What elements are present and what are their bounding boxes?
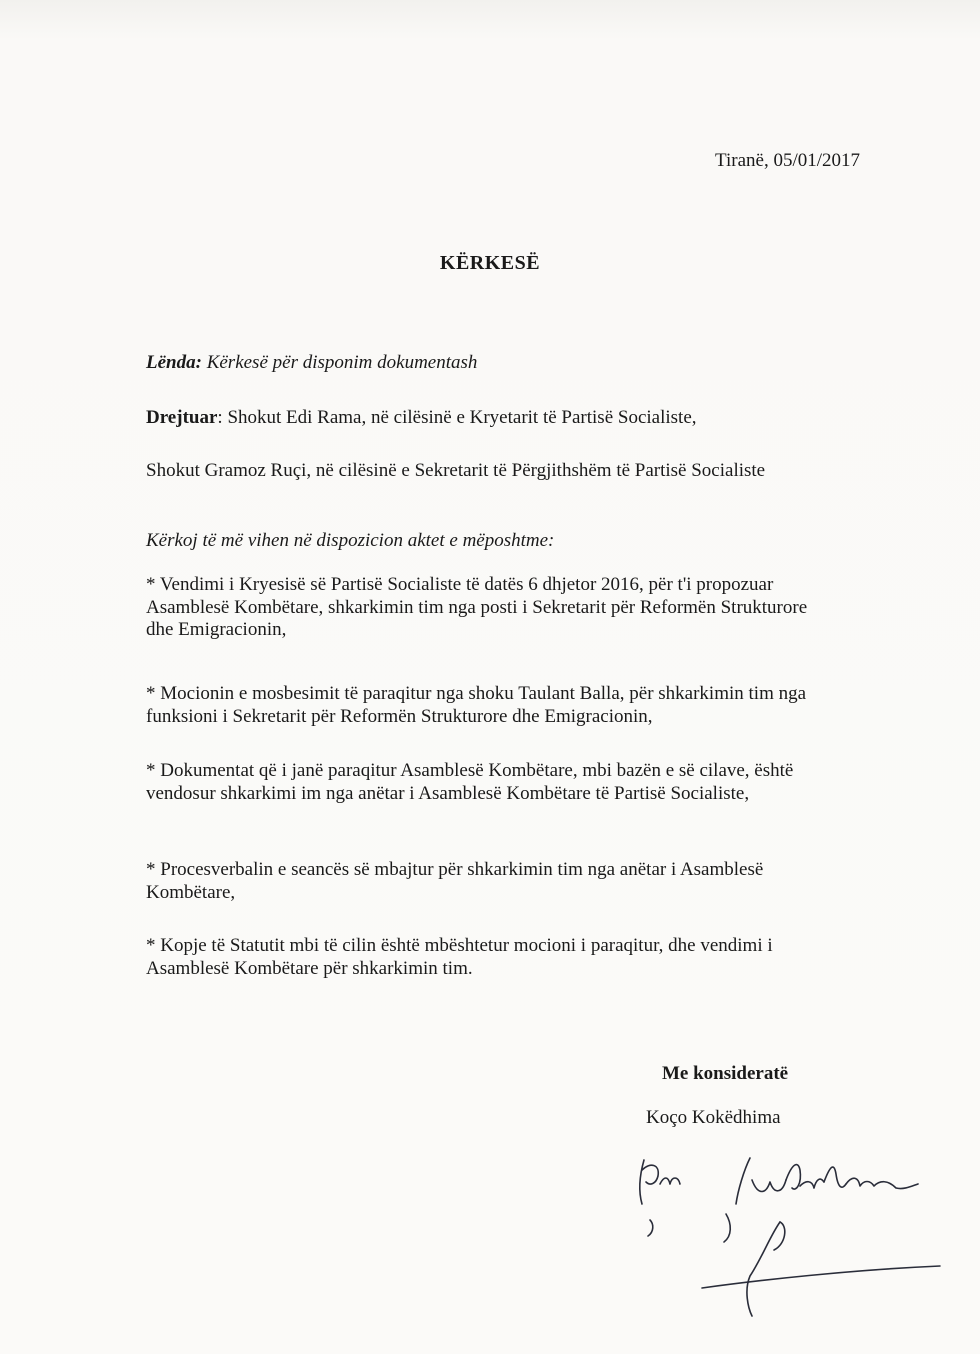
subject-label: Lënda: [146, 352, 202, 373]
document-title: KËRKESË [439, 252, 541, 274]
handwritten-signature [620, 1140, 950, 1330]
subject-text: Kërkesë për disponim dokumentash [206, 352, 478, 373]
bleed-through-text [0, 0, 980, 24]
addressee-first-text: Shokut Edi Rama, në cilësinë e Kryetarit të Partisë Socialiste, [227, 407, 697, 428]
subject-line [146, 352, 477, 374]
request-intro: Kërkoj të më vihen në dispozicion aktet e mëposhtme: [146, 530, 555, 551]
request-item: * Procesverbalin e seancës së mbajtur për shkarkimin tim nga anëtar i Asamblesë Kombëtare, [146, 859, 764, 903]
request-item: * Mocionin e mosbesimit të paraqitur nga shoku Taulant Balla, për shkarkimin tim nga funksioni i Sekretarit për Reformën Strukturore dhe Emigracionin, [146, 683, 807, 727]
addressee-second: Shokut Gramoz Ruçi, në cilësinë e Sekretarit të Përgjithshëm të Partisë Socialiste [146, 460, 766, 481]
request-item: * Vendimi i Kryesisë së Partisë Socialiste të datës 6 dhjetor 2016, për t'i propozuar Asamblesë Kombëtare, shkarkimin tim nga posti i Sekretarit për Reformën Strukturore dhe Emigracionin, [146, 574, 808, 640]
document-date: Tiranë, 05/01/2017 [715, 150, 860, 171]
request-item: * Dokumentat që i janë paraqitur Asamblesë Kombëtare, mbi bazën e së cilave, është vendosur shkarkimi im nga anëtar i Asamblesë Kombëtare të Partisë Socialiste, [146, 760, 794, 804]
addressee-label: Drejtuar [146, 407, 218, 428]
addressee-first: Drejtuar: Shokut Edi Rama, në cilësinë e Kryetarit të Partisë Socialiste, [146, 407, 697, 428]
closing-regards: Me konsideratë [662, 1063, 789, 1084]
signer-name: Koço Kokëdhima [646, 1107, 781, 1128]
request-item: * Kopje të Statutit mbi të cilin është mbështetur mocioni i paraqitur, dhe vendimi i Asamblesë Kombëtare për shkarkimin tim. [146, 935, 773, 979]
